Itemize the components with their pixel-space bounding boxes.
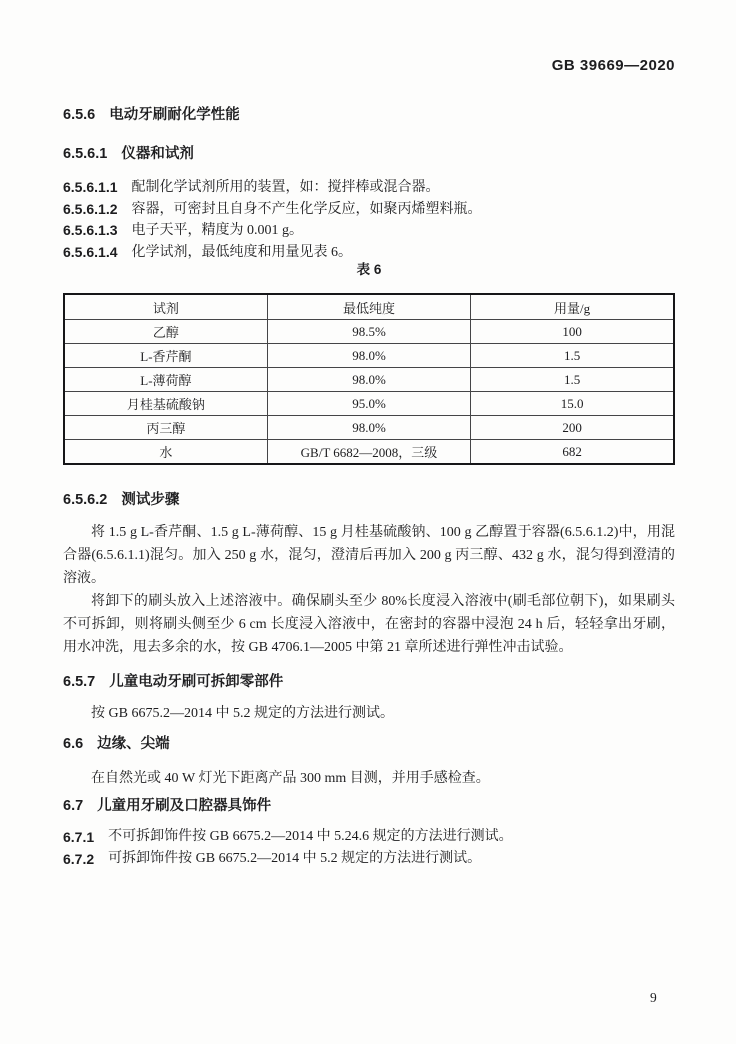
clause-6-5-6-1-1 [63, 177, 675, 199]
section-number: 6.5.6 [63, 107, 96, 123]
section-heading-6-5-6-1 [63, 147, 675, 162]
standard-code: GB 39669—2020 [551, 57, 675, 74]
cell-amount: 100 [471, 320, 674, 344]
section-title: 仪器和试剂 [121, 146, 194, 162]
page-number: 9 [650, 990, 657, 1005]
section-heading-6-5-6 [63, 108, 675, 123]
clause-number: 6.7.2 [63, 851, 95, 867]
section-number: 6.5.6.1 [63, 146, 108, 162]
table-6 [63, 293, 675, 465]
cell-amount: 200 [471, 416, 674, 440]
cell-purity: 98.5% [267, 320, 470, 344]
table-row [64, 392, 674, 416]
cell-purity: GB/T 6682—2008，三级 [267, 440, 470, 465]
clause-text: 化学试剂，最低纯度和用量见表 6。 [131, 244, 352, 260]
cell-purity: 98.0% [267, 416, 470, 440]
table-row [64, 344, 674, 368]
clause-6-7-2 [63, 848, 675, 870]
paragraph-procedure-1: 将 1.5 g L-香芹酮、1.5 g L-薄荷醇、15 g 月桂基硫酸钠、100 g 乙醇置于容器(6.5.6.1.2)中，用混合器(6.5.6.1.1)混匀。加入 250 g 水，混匀，澄清后再加入 200 g 丙三醇、432 g 水，混匀得到澄清的溶液。 [63, 525, 675, 586]
clause-text: 电子天平，精度为 0.001 g。 [131, 223, 303, 238]
table-row [64, 440, 674, 465]
clause-text: 容器，可密封且自身不产生化学反应，如聚丙烯塑料瓶。 [131, 201, 482, 217]
clause-number: 6.5.6.1.3 [63, 222, 118, 238]
clause-6-7-1 [63, 826, 675, 848]
cell-amount: 682 [471, 440, 674, 465]
section-title: 儿童用牙刷及口腔器具饰件 [97, 798, 272, 814]
section-number: 6.7 [63, 798, 84, 814]
cell-reagent: L-香芹酮 [64, 344, 267, 368]
section-heading-6-6 [63, 737, 675, 752]
table-6-header [64, 294, 674, 320]
column-header-reagent: 试剂 [64, 294, 267, 320]
clause-number: 6.5.6.1.1 [63, 179, 118, 195]
page-header [63, 58, 675, 73]
section-title: 测试步骤 [121, 492, 180, 508]
section-heading-6-5-7 [63, 675, 675, 690]
cell-reagent: L-薄荷醇 [64, 368, 267, 392]
column-header-amount: 用量/g [471, 294, 674, 320]
section-title: 电动牙刷耐化学性能 [109, 107, 240, 123]
clause-6-5-6-1-3 [63, 220, 675, 242]
paragraph-6-5-7: 按 GB 6675.2—2014 中 5.2 规定的方法进行测试。 [91, 706, 394, 721]
clause-number: 6.5.6.1.2 [63, 200, 118, 217]
cell-amount: 1.5 [471, 368, 674, 392]
paragraph-6-6: 在自然光或 40 W 灯光下距离产品 300 mm 目测，并用手感检查。 [91, 771, 490, 786]
table-row [64, 320, 674, 344]
table-row [64, 416, 674, 440]
clause-text: 可拆卸饰件按 GB 6675.2—2014 中 5.2 规定的方法进行测试。 [108, 851, 482, 866]
clause-text: 配制化学试剂所用的装置，如：搅拌棒或混合器。 [131, 180, 440, 195]
column-header-min-purity: 最低纯度 [267, 294, 470, 320]
section-heading-6-7 [63, 799, 675, 814]
cell-reagent: 水 [64, 440, 267, 465]
clause-6-5-6-1-4 [63, 242, 675, 264]
cell-amount: 15.0 [471, 392, 674, 416]
clause-number: 6.7.1 [63, 829, 95, 845]
page-content [63, 0, 675, 870]
clause-number: 6.5.6.1.4 [63, 243, 118, 260]
table-row [64, 368, 674, 392]
cell-purity: 95.0% [267, 392, 470, 416]
clause-list-6-5-6-1 [63, 177, 675, 263]
clause-6-5-6-1-2 [63, 199, 675, 221]
table-header-row [64, 294, 674, 320]
cell-reagent: 丙三醇 [64, 416, 267, 440]
cell-purity: 98.0% [267, 344, 470, 368]
section-number: 6.6 [63, 736, 84, 752]
section-number: 6.5.6.2 [63, 492, 108, 508]
section-number: 6.5.7 [63, 674, 96, 690]
table-6-body [64, 320, 674, 465]
section-heading-6-5-6-2 [63, 493, 675, 508]
section-title: 边缘、尖端 [97, 736, 170, 752]
clause-text: 不可拆卸饰件按 GB 6675.2—2014 中 5.24.6 规定的方法进行测试。 [108, 829, 513, 844]
cell-reagent: 乙醇 [64, 320, 267, 344]
paragraph-procedure-2: 将卸下的刷头放入上述溶液中。确保刷头至少 80%长度浸入溶液中(刷毛部位朝下)，如果刷头不可拆卸，则将刷头侧至少 6 cm 长度浸入溶液中，在密封的容器中浸泡 24 h 后，轻轻拿出牙刷，用水冲洗，甩去多余的水，按 GB 4706.1—2005 中第 21 章所述进行弹性冲击试验。 [63, 594, 675, 655]
table-6-caption: 表 6 [356, 262, 382, 277]
cell-amount: 1.5 [471, 344, 674, 368]
cell-purity: 98.0% [267, 368, 470, 392]
cell-reagent: 月桂基硫酸钠 [64, 392, 267, 416]
section-title: 儿童电动牙刷可拆卸零部件 [109, 674, 284, 690]
